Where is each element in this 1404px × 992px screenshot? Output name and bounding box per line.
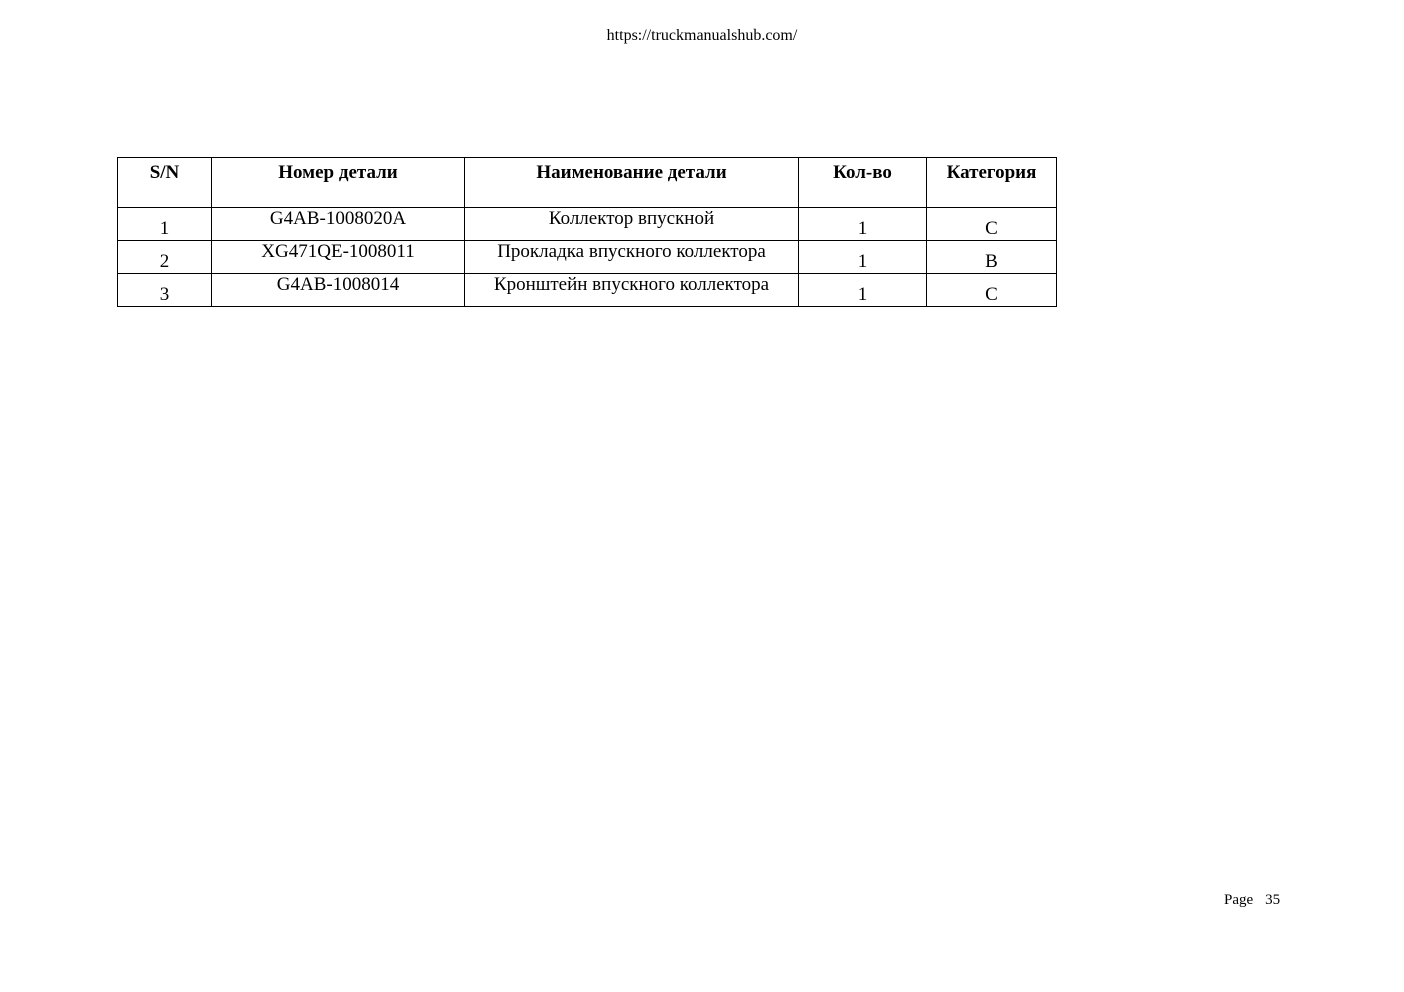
cell-category: C	[927, 274, 1057, 307]
parts-table	[117, 157, 1057, 307]
cell-qty: 1	[799, 241, 927, 274]
column-header-category: Категория	[927, 158, 1057, 208]
column-header-qty: Кол-во	[799, 158, 927, 208]
header-url: https://truckmanualshub.com/	[606, 27, 798, 44]
cell-category: C	[927, 208, 1057, 241]
cell-part-number: XG471QE-1008011	[212, 241, 465, 274]
cell-qty: 1	[799, 274, 927, 307]
column-header-part-name: Наименование детали	[465, 158, 799, 208]
cell-part-name: Прокладка впускного коллектора	[465, 241, 799, 274]
cell-part-number: G4AB-1008014	[212, 274, 465, 307]
table-row	[118, 241, 1057, 274]
cell-sn: 3	[118, 274, 212, 307]
cell-sn: 2	[118, 241, 212, 274]
table-row	[118, 208, 1057, 241]
cell-sn: 1	[118, 208, 212, 241]
page-number: 35	[1265, 892, 1281, 908]
column-header-sn: S/N	[118, 158, 212, 208]
page-label: Page	[1224, 892, 1254, 908]
cell-part-name: Кронштейн впускного коллектора	[465, 274, 799, 307]
column-header-part-number: Номер детали	[212, 158, 465, 208]
table-header-row	[118, 158, 1057, 208]
cell-part-name: Коллектор впускной	[465, 208, 799, 241]
cell-category: B	[927, 241, 1057, 274]
cell-part-number: G4AB-1008020A	[212, 208, 465, 241]
cell-qty: 1	[799, 208, 927, 241]
table-row	[118, 274, 1057, 307]
page-footer	[1224, 892, 1280, 909]
